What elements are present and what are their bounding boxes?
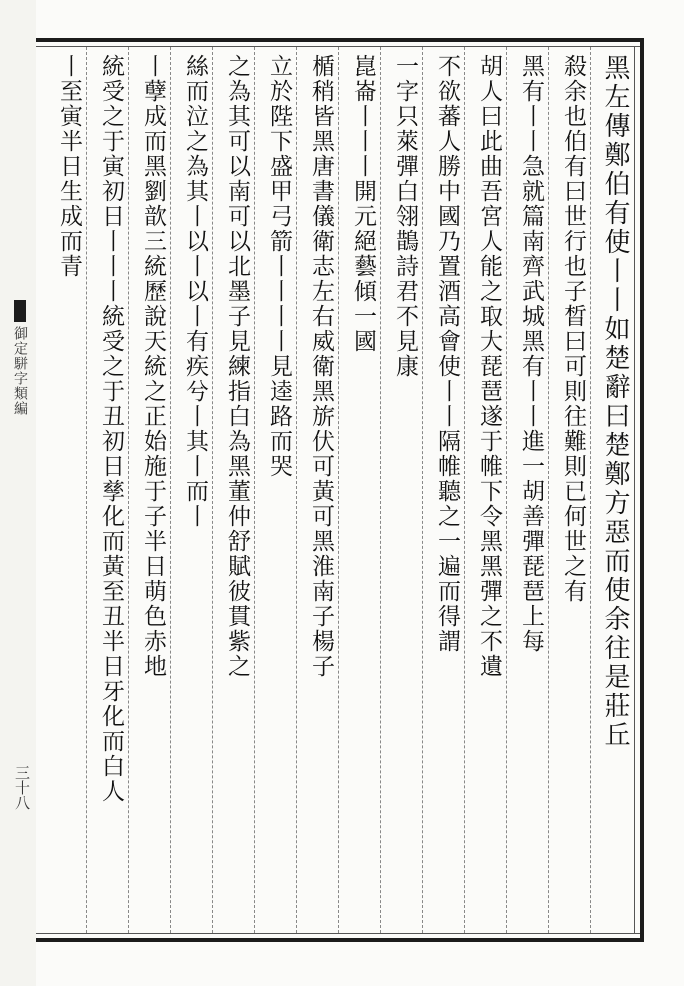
frame-inner-bottom: [36, 933, 644, 934]
text-column-14: 丨至寅半日生成而青: [56, 54, 82, 279]
binding-margin: [0, 0, 36, 986]
text-column-9: 立於陛下盛甲弓箭丨丨丨丨見逵路而哭: [266, 54, 292, 479]
text-column-13: 統受之于寅初日丨丨丨統受之于丑初日孳化而黃至丑半日牙化而白人: [98, 54, 124, 804]
text-column-4: 胡人曰此曲吾宮人能之取大琵琶遂于帷下令黑黑彈之不遺: [476, 54, 502, 679]
text-column-12: 丨孽成而黑劉歆三統歷說天統之正始施于子半日萌色赤地: [140, 54, 166, 679]
text-column-1: 黑左傳鄭伯有使丨丨如楚辭曰楚鄭方惡而使余往是莊丘: [600, 54, 630, 750]
frame-inner-right: [634, 46, 635, 934]
frame-border-bottom: [36, 938, 644, 942]
text-column-8: 楯稍皆黑唐書儀衛志左右威衛黑旂伏可黃可黑淮南子楊子: [308, 54, 334, 679]
text-column-5: 不欲蕃人勝中國乃置酒高會使丨丨隔帷聽之一遍而得謂: [434, 54, 460, 654]
frame-border-right: [640, 38, 644, 942]
margin-caption: 御定駢字類編: [12, 326, 28, 416]
text-column-2: 殺余也伯有曰世行也子晳曰可則往難則已何世之有: [560, 54, 586, 604]
fishtail-mark: [14, 300, 26, 322]
text-column-11: 絲而泣之為其丨以丨以丨有疾兮丨其丨而丨: [182, 54, 208, 529]
text-column-6: 一字只萊彈白翎鵲詩君不見康: [392, 54, 418, 379]
text-column-10: 之為其可以南可以北墨子見練指白為黑董仲舒賦彼貫紫之: [224, 54, 250, 679]
text-column-7: 崑崙丨丨丨開元絕藝傾一國: [350, 54, 376, 354]
frame-border-top: [36, 38, 644, 42]
text-column-3: 黑有丨丨急就篇南齊武城黑有丨丨進一胡善彈琵琶上每: [518, 54, 544, 654]
page-number: 三十八: [13, 765, 31, 810]
